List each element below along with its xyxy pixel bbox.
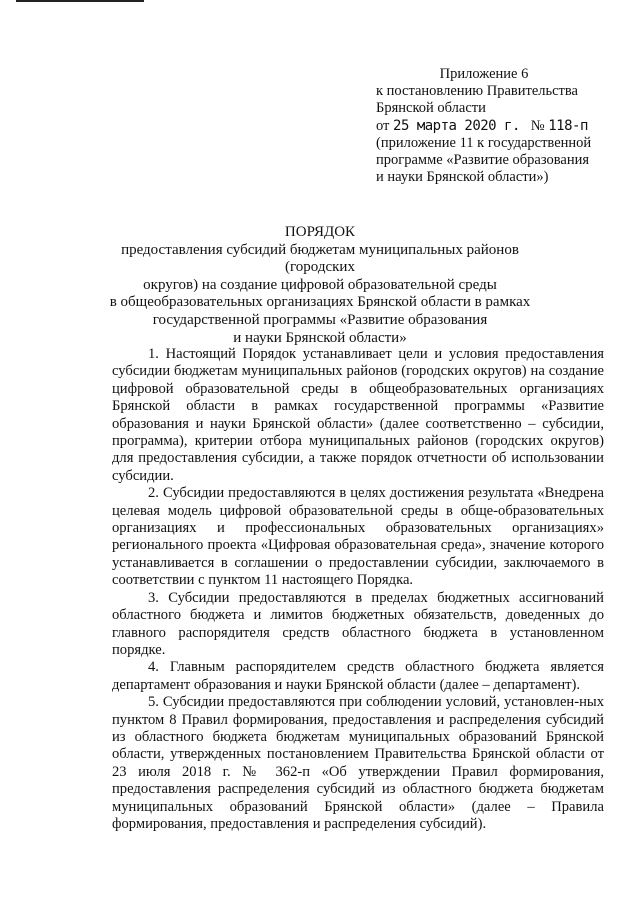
paragraph-2: 2. Субсидии предоставляются в целях достижения результата «Внедрена целевая модель цифровой образовательной среды в обще-образовательных организациях и профессиональных образовательных организациях» регионального проекта «Цифровая образовательная среда», значение которого устанавливается в соглашении о предоставлении субсидии, заключаемого в соответствии с пунктом 11 настоящего Порядка. xyxy=(112,485,604,589)
appendix-date-line xyxy=(376,118,626,135)
appendix-number: Приложение 6 xyxy=(439,66,529,82)
handwritten-number: 118-п xyxy=(548,117,588,134)
paragraph-5: 5. Субсидии предоставляются при соблюдении условий, установлен-ных пунктом 8 Правил формирования, предоставления и распределения субсидий из областного бюджета бюджетам муниципальных образований Брянской области, утвержденных постановлением Правительства Брянской области от 23 июля 2018 г. № 362-п «Об утверждении Правил формирования, предоставления распределения субсидий из областного бюджета бюджетам муниципальных образований Брянской области» (далее – Правила формирования, предоставления и распределения субсидий). xyxy=(112,694,604,832)
appendix-program-line-2: программе «Развитие образования xyxy=(376,152,590,169)
subtitle-line: государственной программы «Развитие образования xyxy=(152,311,488,328)
document-title xyxy=(90,224,550,347)
subtitle-line: в общеобразовательных организациях Брянской области в рамках xyxy=(109,294,531,311)
title-subtitle xyxy=(90,242,550,348)
paragraph-4: 4. Главным распорядителем средств областного бюджета является департамент образования и науки Брянской области (далее – департамент). xyxy=(112,659,604,693)
appendix-program-line-1: (приложение 11 к государственной xyxy=(376,134,592,151)
document-body xyxy=(112,346,604,833)
subtitle-line: предоставления субсидий бюджетам муниципальных районов (городских xyxy=(121,241,519,276)
top-edge-line xyxy=(16,0,144,2)
handwritten-date: 25 марта 2020 г. xyxy=(393,117,520,134)
date-prefix: от xyxy=(376,117,390,134)
paragraph-1: 1. Настоящий Порядок устанавливает цели и условия предоставления субсидии бюджетам муниципальных районов (городских округов) на создание цифровой образовательной среды в общеобразовательных организациях Брянской области в рамках государственной программы «Развитие образования и науки Брянской области» (далее соответственно – субсидии, программа), критерии отбора муниципальных районов (городских округов) для предоставления субсидии, а также порядок отчетности об использовании субсидии. xyxy=(112,346,604,484)
subtitle-line: округов) на создание цифровой образовательной среды xyxy=(143,276,497,293)
appendix-region-line: Брянской области xyxy=(376,100,486,117)
appendix-decree-line: к постановлению Правительства xyxy=(376,83,578,100)
title-heading: ПОРЯДОК xyxy=(284,224,356,240)
paragraph-3: 3. Субсидии предоставляются в пределах бюджетных ассигнований областного бюджета и лимитов бюджетных обязательств, доведенных до главного распорядителя средств областного бюджета в установленном порядке. xyxy=(112,589,604,658)
subtitle-line: и науки Брянской области» xyxy=(233,329,407,346)
appendix-program-line-3: и науки Брянской области») xyxy=(376,169,549,186)
number-prefix: № xyxy=(530,117,545,134)
appendix-block xyxy=(376,66,626,186)
